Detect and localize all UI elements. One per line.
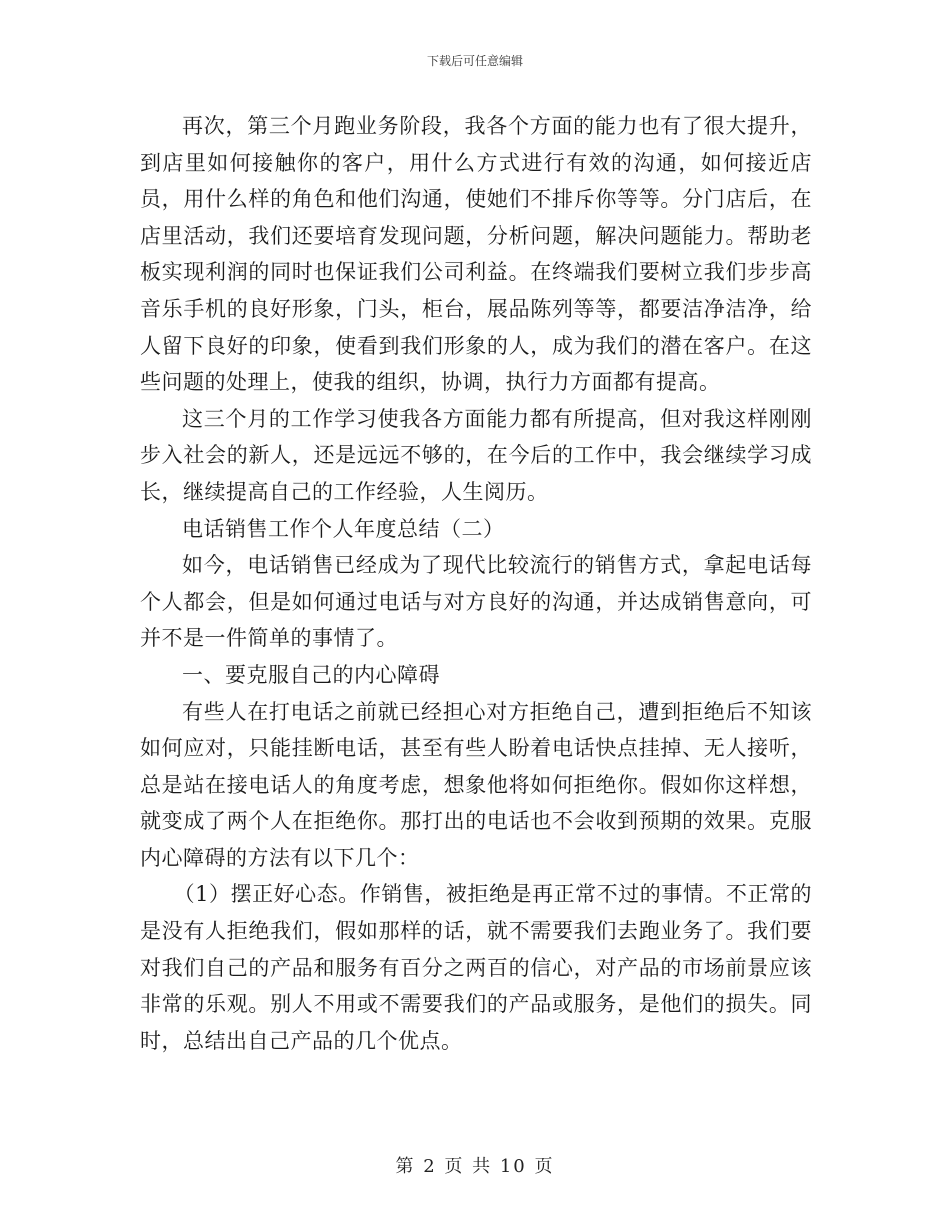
document-body	[140, 108, 812, 1059]
paragraph: （1）摆正好心态。作销售，被拒绝是再正常不过的事情。不正常的是没有人拒绝我们，假如那样的话，就不需要我们去跑业务了。我们要对我们自己的产品和服务有百分之两百的信心，对产品的市场前景应该非常的乐观。别人不用或不需要我们的产品或服务，是他们的损失。同时，总结出自己产品的几个优点。	[140, 882, 812, 1053]
section-heading: 电话销售工作个人年度总结（二）	[182, 516, 505, 541]
paragraph: 如今，电话销售已经成为了现代比较流行的销售方式，拿起电话每个人都会，但是如何通过电话与对方良好的沟通，并达成销售意向，可并不是一件简单的事情了。	[140, 553, 812, 651]
paragraph: 有些人在打电话之前就已经担心对方拒绝自己，遭到拒绝后不知该如何应对，只能挂断电话，甚至有些人盼着电话快点挂掉、无人接听，总是站在接电话人的角度考虑，想象他将如何拒绝你。假如你这样想，就变成了两个人在拒绝你。那打出的电话也不会收到预期的效果。克服内心障碍的方法有以下几个：	[140, 699, 812, 870]
page-footer: 第 2 页 共 10 页	[395, 1156, 555, 1177]
paragraph: 这三个月的工作学习使我各方面能力都有所提高，但对我这样刚刚步入社会的新人，还是远远不够的，在今后的工作中，我会继续学习成长，继续提高自己的工作经验，人生阅历。	[140, 406, 812, 504]
section-heading: 一、要克服自己的内心障碍	[182, 662, 440, 687]
page-header: 下载后可任意编辑	[426, 54, 523, 68]
paragraph: 再次，第三个月跑业务阶段，我各个方面的能力也有了很大提升，到店里如何接触你的客户，用什么方式进行有效的沟通，如何接近店员，用什么样的角色和他们沟通，使她们不排斥你等等。分门店后，在店里活动，我们还要培育发现问题，分析问题，解决问题能力。帮助老板实现利润的同时也保证我们公司利益。在终端我们要树立我们步步高音乐手机的良好形象，门头，柜台，展品陈列等等，都要洁净洁净，给人留下良好的印象，使看到我们形象的人，成为我们的潜在客户。在这些问题的处理上，使我的组织，协调，执行力方面都有提高。	[140, 114, 812, 395]
